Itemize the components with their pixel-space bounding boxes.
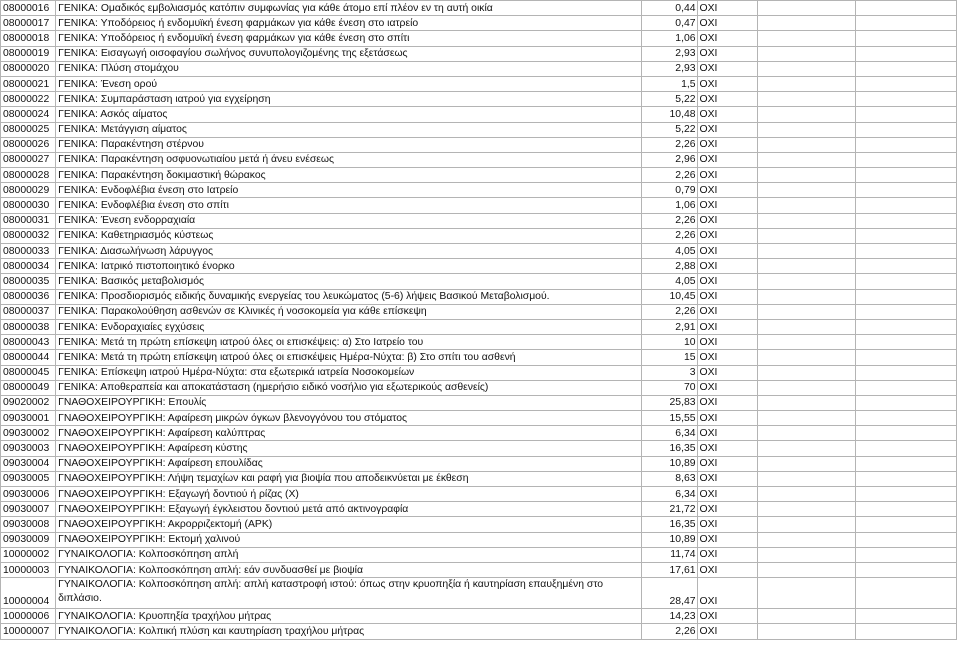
procedure-price: 6,34: [642, 426, 697, 441]
procedure-description: ΓΕΝΙΚΑ: Ομαδικός εμβολιασμός κατόπιν συμφωνίας για κάθε άτομο επί πλέον εν τη αυτή οικία: [56, 1, 642, 16]
table-row: [1, 274, 957, 289]
table-row: [1, 16, 957, 31]
procedure-price: 2,96: [642, 152, 697, 167]
table-row: [1, 198, 957, 213]
procedure-price: 2,26: [642, 304, 697, 319]
empty-cell: [855, 92, 956, 107]
procedure-description: ΓΕΝΙΚΑ: Πλύση στομάχου: [56, 61, 642, 76]
empty-cell: [757, 1, 855, 16]
procedure-description: ΓΕΝΙΚΑ: Ενδοφλέβια ένεση στο Ιατρείο: [56, 183, 642, 198]
procedure-price: 28,47: [642, 578, 697, 609]
procedure-code: 08000029: [1, 183, 56, 198]
empty-cell: [757, 228, 855, 243]
procedure-price: 0,47: [642, 16, 697, 31]
empty-cell: [757, 152, 855, 167]
procedure-price: 17,61: [642, 562, 697, 577]
procedure-flag: ΟΧΙ: [697, 456, 757, 471]
table-row: [1, 411, 957, 426]
procedure-flag: ΟΧΙ: [697, 335, 757, 350]
procedure-description: ΓΝΑΘΟΧΕΙΡΟΥΡΓΙΚΗ: Αφαίρεση επουλίδας: [56, 456, 642, 471]
procedure-flag: ΟΧΙ: [697, 365, 757, 380]
procedure-description: ΓΕΝΙΚΑ: Ενδοραχιαίες εγχύσεις: [56, 319, 642, 334]
empty-cell: [757, 441, 855, 456]
empty-cell: [855, 304, 956, 319]
empty-cell: [757, 609, 855, 624]
empty-cell: [855, 289, 956, 304]
procedure-price: 25,83: [642, 395, 697, 410]
procedure-description: ΓΕΝΙΚΑ: Παρακολούθηση ασθενών σε Κλινικές ή νοσοκομεία για κάθε επίσκεψη: [56, 304, 642, 319]
procedure-description: ΓΕΝΙΚΑ: Ένεση ορού: [56, 76, 642, 91]
procedure-flag: ΟΧΙ: [697, 487, 757, 502]
empty-cell: [757, 183, 855, 198]
procedure-price: 5,22: [642, 92, 697, 107]
procedure-description: ΓΕΝΙΚΑ: Προσδιορισμός ειδικής δυναμικής ενεργείας του λευκώματος (5-6) λήψεις Βασικού Μεταβολισμού.: [56, 289, 642, 304]
empty-cell: [855, 517, 956, 532]
procedure-code: 08000031: [1, 213, 56, 228]
procedure-flag: ΟΧΙ: [697, 562, 757, 577]
empty-cell: [757, 624, 855, 639]
table-row: [1, 183, 957, 198]
procedure-code: 09030007: [1, 502, 56, 517]
empty-cell: [855, 532, 956, 547]
procedure-flag: ΟΧΙ: [697, 426, 757, 441]
procedure-code: 08000016: [1, 1, 56, 16]
procedure-price: 4,05: [642, 244, 697, 259]
procedure-code: 08000018: [1, 31, 56, 46]
empty-cell: [757, 289, 855, 304]
empty-cell: [855, 152, 956, 167]
procedure-code: 08000024: [1, 107, 56, 122]
procedure-price: 8,63: [642, 471, 697, 486]
empty-cell: [757, 107, 855, 122]
empty-cell: [855, 365, 956, 380]
procedure-code: 09030001: [1, 411, 56, 426]
procedure-description: ΓΥΝΑΙΚΟΛΟΓΙΑ: Κολποσκόπηση απλή: εάν συνδυασθεί με βιοψία: [56, 562, 642, 577]
empty-cell: [855, 137, 956, 152]
table-row: [1, 517, 957, 532]
procedure-flag: ΟΧΙ: [697, 411, 757, 426]
procedure-description: ΓΝΑΘΟΧΕΙΡΟΥΡΓΙΚΗ: Αφαίρεση κύστης: [56, 441, 642, 456]
empty-cell: [757, 395, 855, 410]
empty-cell: [757, 259, 855, 274]
procedure-code: 08000019: [1, 46, 56, 61]
procedure-description: ΓΕΝΙΚΑ: Επίσκεψη ιατρού Ημέρα-Νύχτα: στα εξωτερικά ιατρεία Νοσοκομείων: [56, 365, 642, 380]
empty-cell: [855, 578, 956, 609]
procedure-description: ΓΕΝΙΚΑ: Υποδόρειος ή ενδομυϊκή ένεση φαρμάκων για κάθε ένεση στο ιατρείο: [56, 16, 642, 31]
procedure-flag: ΟΧΙ: [697, 122, 757, 137]
table-row: [1, 471, 957, 486]
procedure-price: 2,26: [642, 137, 697, 152]
procedure-flag: ΟΧΙ: [697, 168, 757, 183]
empty-cell: [757, 411, 855, 426]
procedure-code: 08000026: [1, 137, 56, 152]
procedure-code: 08000030: [1, 198, 56, 213]
procedure-flag: ΟΧΙ: [697, 471, 757, 486]
procedure-flag: ΟΧΙ: [697, 578, 757, 609]
empty-cell: [757, 46, 855, 61]
procedure-flag: ΟΧΙ: [697, 395, 757, 410]
procedure-price: 16,35: [642, 441, 697, 456]
procedure-code: 09030002: [1, 426, 56, 441]
procedure-description: ΓΕΝΙΚΑ: Ενδοφλέβια ένεση στο σπίτι: [56, 198, 642, 213]
empty-cell: [757, 350, 855, 365]
table-row: [1, 259, 957, 274]
procedure-description: ΓΝΑΘΟΧΕΙΡΟΥΡΓΙΚΗ: Αφαίρεση καλύπτρας: [56, 426, 642, 441]
empty-cell: [855, 183, 956, 198]
procedure-price: 5,22: [642, 122, 697, 137]
empty-cell: [855, 335, 956, 350]
empty-cell: [855, 426, 956, 441]
procedure-code: 08000032: [1, 228, 56, 243]
procedure-description: ΓΕΝΙΚΑ: Καθετηριασμός κύστεως: [56, 228, 642, 243]
procedure-price: 10,89: [642, 532, 697, 547]
procedure-flag: ΟΧΙ: [697, 137, 757, 152]
procedure-flag: ΟΧΙ: [697, 61, 757, 76]
table-row: [1, 1, 957, 16]
table-row: [1, 289, 957, 304]
procedure-description: ΓΥΝΑΙΚΟΛΟΓΙΑ: Κολποσκόπηση απλή: [56, 547, 642, 562]
procedure-description: ΓΝΑΘΟΧΕΙΡΟΥΡΓΙΚΗ: Αφαίρεση μικρών όγκων βλενογγόνου του στόματος: [56, 411, 642, 426]
procedure-code: 09030003: [1, 441, 56, 456]
procedure-code: 08000035: [1, 274, 56, 289]
empty-cell: [757, 92, 855, 107]
empty-cell: [757, 578, 855, 609]
procedure-flag: ΟΧΙ: [697, 609, 757, 624]
empty-cell: [855, 1, 956, 16]
procedure-description: ΓΝΑΘΟΧΕΙΡΟΥΡΓΙΚΗ: Εκτομή χαλινού: [56, 532, 642, 547]
empty-cell: [855, 624, 956, 639]
procedure-code: 10000004: [1, 578, 56, 609]
procedure-flag: ΟΧΙ: [697, 502, 757, 517]
procedure-description: ΓΝΑΘΟΧΕΙΡΟΥΡΓΙΚΗ: Ακρορριζεκτομή (ΑΡΚ): [56, 517, 642, 532]
procedure-flag: ΟΧΙ: [697, 1, 757, 16]
procedure-flag: ΟΧΙ: [697, 183, 757, 198]
procedure-code: 08000028: [1, 168, 56, 183]
empty-cell: [855, 319, 956, 334]
table-row: [1, 107, 957, 122]
procedure-description: ΓΕΝΙΚΑ: Μετά τη πρώτη επίσκεψη ιατρού όλες οι επισκέψεις: α) Στο Ιατρείο του: [56, 335, 642, 350]
procedure-code: 08000017: [1, 16, 56, 31]
procedure-price: 11,74: [642, 547, 697, 562]
procedure-flag: ΟΧΙ: [697, 274, 757, 289]
empty-cell: [757, 487, 855, 502]
table-row: [1, 304, 957, 319]
procedure-flag: ΟΧΙ: [697, 31, 757, 46]
procedure-code: 09030005: [1, 471, 56, 486]
procedure-description: ΓΝΑΘΟΧΕΙΡΟΥΡΓΙΚΗ: Εξαγωγή έγκλειστου δοντιού μετά από ακτινογραφία: [56, 502, 642, 517]
empty-cell: [855, 562, 956, 577]
empty-cell: [855, 122, 956, 137]
procedure-description: ΓΕΝΙΚΑ: Μετάγγιση αίματος: [56, 122, 642, 137]
table-row: [1, 319, 957, 334]
procedure-price: 0,44: [642, 1, 697, 16]
procedure-price: 70: [642, 380, 697, 395]
procedure-code: 08000027: [1, 152, 56, 167]
procedure-flag: ΟΧΙ: [697, 441, 757, 456]
procedure-description: ΓΕΝΙΚΑ: Ένεση ενδορραχιαία: [56, 213, 642, 228]
empty-cell: [855, 259, 956, 274]
procedure-description: ΓΕΝΙΚΑ: Παρακέντηση στέρνου: [56, 137, 642, 152]
procedure-description: ΓΕΝΙΚΑ: Ιατρικό πιστοποιητικό ένορκο: [56, 259, 642, 274]
procedure-code: 08000034: [1, 259, 56, 274]
procedure-price: 15,55: [642, 411, 697, 426]
procedure-flag: ΟΧΙ: [697, 46, 757, 61]
procedure-code: 09030006: [1, 487, 56, 502]
fee-table-body: [1, 1, 957, 640]
procedure-description: ΓΕΝΙΚΑ: Παρακέντηση οσφυονωτιαίου μετά ή άνευ ενέσεως: [56, 152, 642, 167]
empty-cell: [855, 31, 956, 46]
procedure-price: 2,26: [642, 168, 697, 183]
empty-cell: [757, 426, 855, 441]
procedure-code: 08000049: [1, 380, 56, 395]
table-row: [1, 46, 957, 61]
procedure-description: ΓΕΝΙΚΑ: Συμπαράσταση ιατρού για εγχείρηση: [56, 92, 642, 107]
procedure-price: 1,06: [642, 198, 697, 213]
empty-cell: [855, 411, 956, 426]
empty-cell: [855, 168, 956, 183]
empty-cell: [757, 532, 855, 547]
empty-cell: [855, 198, 956, 213]
empty-cell: [855, 274, 956, 289]
table-row: [1, 624, 957, 639]
procedure-flag: ΟΧΙ: [697, 198, 757, 213]
table-row: [1, 168, 957, 183]
procedure-flag: ΟΧΙ: [697, 624, 757, 639]
procedure-flag: ΟΧΙ: [697, 228, 757, 243]
procedure-flag: ΟΧΙ: [697, 532, 757, 547]
empty-cell: [855, 213, 956, 228]
empty-cell: [757, 517, 855, 532]
procedure-flag: ΟΧΙ: [697, 244, 757, 259]
procedure-description: ΓΕΝΙΚΑ: Μετά τη πρώτη επίσκεψη ιατρού όλες οι επισκέψεις Ημέρα-Νύχτα: β) Στο σπίτι του ασθενή: [56, 350, 642, 365]
empty-cell: [757, 319, 855, 334]
procedure-code: 09030009: [1, 532, 56, 547]
empty-cell: [855, 16, 956, 31]
procedure-description: ΓΥΝΑΙΚΟΛΟΓΙΑ: Κολποσκόπηση απλή: απλή καταστροφή ιστού: όπως στην κρυοπηξία ή καυτηρίαση επαυξημένη στο διπλάσιο.: [56, 578, 642, 609]
table-row: [1, 578, 957, 609]
procedure-flag: ΟΧΙ: [697, 152, 757, 167]
procedure-code: 09030004: [1, 456, 56, 471]
empty-cell: [757, 168, 855, 183]
procedure-price: 10,89: [642, 456, 697, 471]
procedure-code: 10000002: [1, 547, 56, 562]
table-row: [1, 228, 957, 243]
table-row: [1, 244, 957, 259]
procedure-price: 10,45: [642, 289, 697, 304]
procedure-price: 0,79: [642, 183, 697, 198]
procedure-code: 08000045: [1, 365, 56, 380]
empty-cell: [757, 502, 855, 517]
procedure-description: ΓΕΝΙΚΑ: Αποθεραπεία και αποκατάσταση (ημερήσιο ειδικό νοσήλιο για εξωτερικούς ασθενείς): [56, 380, 642, 395]
empty-cell: [855, 471, 956, 486]
table-row: [1, 76, 957, 91]
procedure-price: 3: [642, 365, 697, 380]
procedure-description: ΓΕΝΙΚΑ: Εισαγωγή οισοφαγίου σωλήνος συνυπολογιζομένης της εξετάσεως: [56, 46, 642, 61]
table-row: [1, 395, 957, 410]
procedure-flag: ΟΧΙ: [697, 76, 757, 91]
procedure-flag: ΟΧΙ: [697, 304, 757, 319]
procedure-price: 6,34: [642, 487, 697, 502]
procedure-price: 2,26: [642, 228, 697, 243]
table-row: [1, 380, 957, 395]
empty-cell: [855, 380, 956, 395]
procedure-flag: ΟΧΙ: [697, 259, 757, 274]
empty-cell: [855, 547, 956, 562]
table-row: [1, 335, 957, 350]
table-row: [1, 61, 957, 76]
table-row: [1, 152, 957, 167]
procedure-description: ΓΕΝΙΚΑ: Ασκός αίματος: [56, 107, 642, 122]
empty-cell: [757, 31, 855, 46]
procedure-flag: ΟΧΙ: [697, 107, 757, 122]
empty-cell: [855, 46, 956, 61]
table-row: [1, 365, 957, 380]
empty-cell: [757, 213, 855, 228]
procedure-description: ΓΝΑΘΟΧΕΙΡΟΥΡΓΙΚΗ: Εξαγωγή δοντιού ή ρίζας (Χ): [56, 487, 642, 502]
empty-cell: [855, 609, 956, 624]
procedure-code: 08000037: [1, 304, 56, 319]
procedure-price: 2,93: [642, 46, 697, 61]
procedure-flag: ΟΧΙ: [697, 319, 757, 334]
procedure-price: 10: [642, 335, 697, 350]
procedure-flag: ΟΧΙ: [697, 16, 757, 31]
table-row: [1, 609, 957, 624]
procedure-price: 1,06: [642, 31, 697, 46]
empty-cell: [757, 471, 855, 486]
table-row: [1, 547, 957, 562]
empty-cell: [757, 562, 855, 577]
procedure-code: 08000021: [1, 76, 56, 91]
procedure-description: ΓΕΝΙΚΑ: Παρακέντηση δοκιμαστική θώρακος: [56, 168, 642, 183]
procedure-flag: ΟΧΙ: [697, 289, 757, 304]
empty-cell: [855, 61, 956, 76]
procedure-code: 08000033: [1, 244, 56, 259]
empty-cell: [855, 456, 956, 471]
procedure-price: 10,48: [642, 107, 697, 122]
table-row: [1, 213, 957, 228]
procedure-price: 2,91: [642, 319, 697, 334]
procedure-price: 16,35: [642, 517, 697, 532]
empty-cell: [855, 441, 956, 456]
procedure-description: ΓΕΝΙΚΑ: Υποδόρειος ή ενδομυϊκή ένεση φαρμάκων για κάθε ένεση στο σπίτι: [56, 31, 642, 46]
procedure-flag: ΟΧΙ: [697, 547, 757, 562]
procedure-code: 08000044: [1, 350, 56, 365]
procedure-description: ΓΝΑΘΟΧΕΙΡΟΥΡΓΙΚΗ: Λήψη τεμαχίων και ραφή για βιοψία που αποδεικνύεται με έκθεση: [56, 471, 642, 486]
empty-cell: [855, 350, 956, 365]
empty-cell: [855, 228, 956, 243]
empty-cell: [757, 380, 855, 395]
table-row: [1, 502, 957, 517]
procedure-price: 2,26: [642, 624, 697, 639]
table-row: [1, 532, 957, 547]
procedure-description: ΓΕΝΙΚΑ: Διασωλήνωση λάρυγγος: [56, 244, 642, 259]
empty-cell: [757, 137, 855, 152]
procedure-description: ΓΥΝΑΙΚΟΛΟΓΙΑ: Κρυοπηξία τραχήλου μήτρας: [56, 609, 642, 624]
empty-cell: [855, 487, 956, 502]
procedure-flag: ΟΧΙ: [697, 350, 757, 365]
empty-cell: [855, 502, 956, 517]
table-row: [1, 426, 957, 441]
procedure-code: 09030008: [1, 517, 56, 532]
table-row: [1, 31, 957, 46]
table-row: [1, 137, 957, 152]
procedure-price: 2,93: [642, 61, 697, 76]
empty-cell: [757, 335, 855, 350]
empty-cell: [855, 107, 956, 122]
empty-cell: [757, 122, 855, 137]
empty-cell: [757, 16, 855, 31]
procedure-code: 08000025: [1, 122, 56, 137]
procedure-code: 08000020: [1, 61, 56, 76]
procedure-price: 1,5: [642, 76, 697, 91]
procedure-code: 08000043: [1, 335, 56, 350]
procedure-code: 08000036: [1, 289, 56, 304]
procedure-code: 08000022: [1, 92, 56, 107]
procedure-description: ΓΝΑΘΟΧΕΙΡΟΥΡΓΙΚΗ: Επουλίς: [56, 395, 642, 410]
procedure-price: 21,72: [642, 502, 697, 517]
table-row: [1, 92, 957, 107]
empty-cell: [855, 244, 956, 259]
procedure-flag: ΟΧΙ: [697, 92, 757, 107]
empty-cell: [855, 395, 956, 410]
procedure-code: 10000006: [1, 609, 56, 624]
empty-cell: [757, 456, 855, 471]
procedure-description: ΓΕΝΙΚΑ: Βασικός μεταβολισμός: [56, 274, 642, 289]
table-row: [1, 487, 957, 502]
procedure-price: 14,23: [642, 609, 697, 624]
procedure-code: 10000007: [1, 624, 56, 639]
table-row: [1, 456, 957, 471]
table-row: [1, 350, 957, 365]
procedure-price: 2,26: [642, 213, 697, 228]
procedure-flag: ΟΧΙ: [697, 213, 757, 228]
empty-cell: [757, 244, 855, 259]
procedure-code: 08000038: [1, 319, 56, 334]
table-row: [1, 441, 957, 456]
procedure-code: 09020002: [1, 395, 56, 410]
empty-cell: [757, 198, 855, 213]
table-row: [1, 122, 957, 137]
empty-cell: [757, 304, 855, 319]
empty-cell: [757, 61, 855, 76]
empty-cell: [757, 547, 855, 562]
empty-cell: [757, 365, 855, 380]
empty-cell: [855, 76, 956, 91]
procedure-price: 2,88: [642, 259, 697, 274]
empty-cell: [757, 274, 855, 289]
procedure-description: ΓΥΝΑΙΚΟΛΟΓΙΑ: Κολπική πλύση και καυτηρίαση τραχήλου μήτρας: [56, 624, 642, 639]
procedure-code: 10000003: [1, 562, 56, 577]
table-row: [1, 562, 957, 577]
procedure-flag: ΟΧΙ: [697, 517, 757, 532]
procedure-flag: ΟΧΙ: [697, 380, 757, 395]
procedure-price: 15: [642, 350, 697, 365]
procedure-price: 4,05: [642, 274, 697, 289]
empty-cell: [757, 76, 855, 91]
